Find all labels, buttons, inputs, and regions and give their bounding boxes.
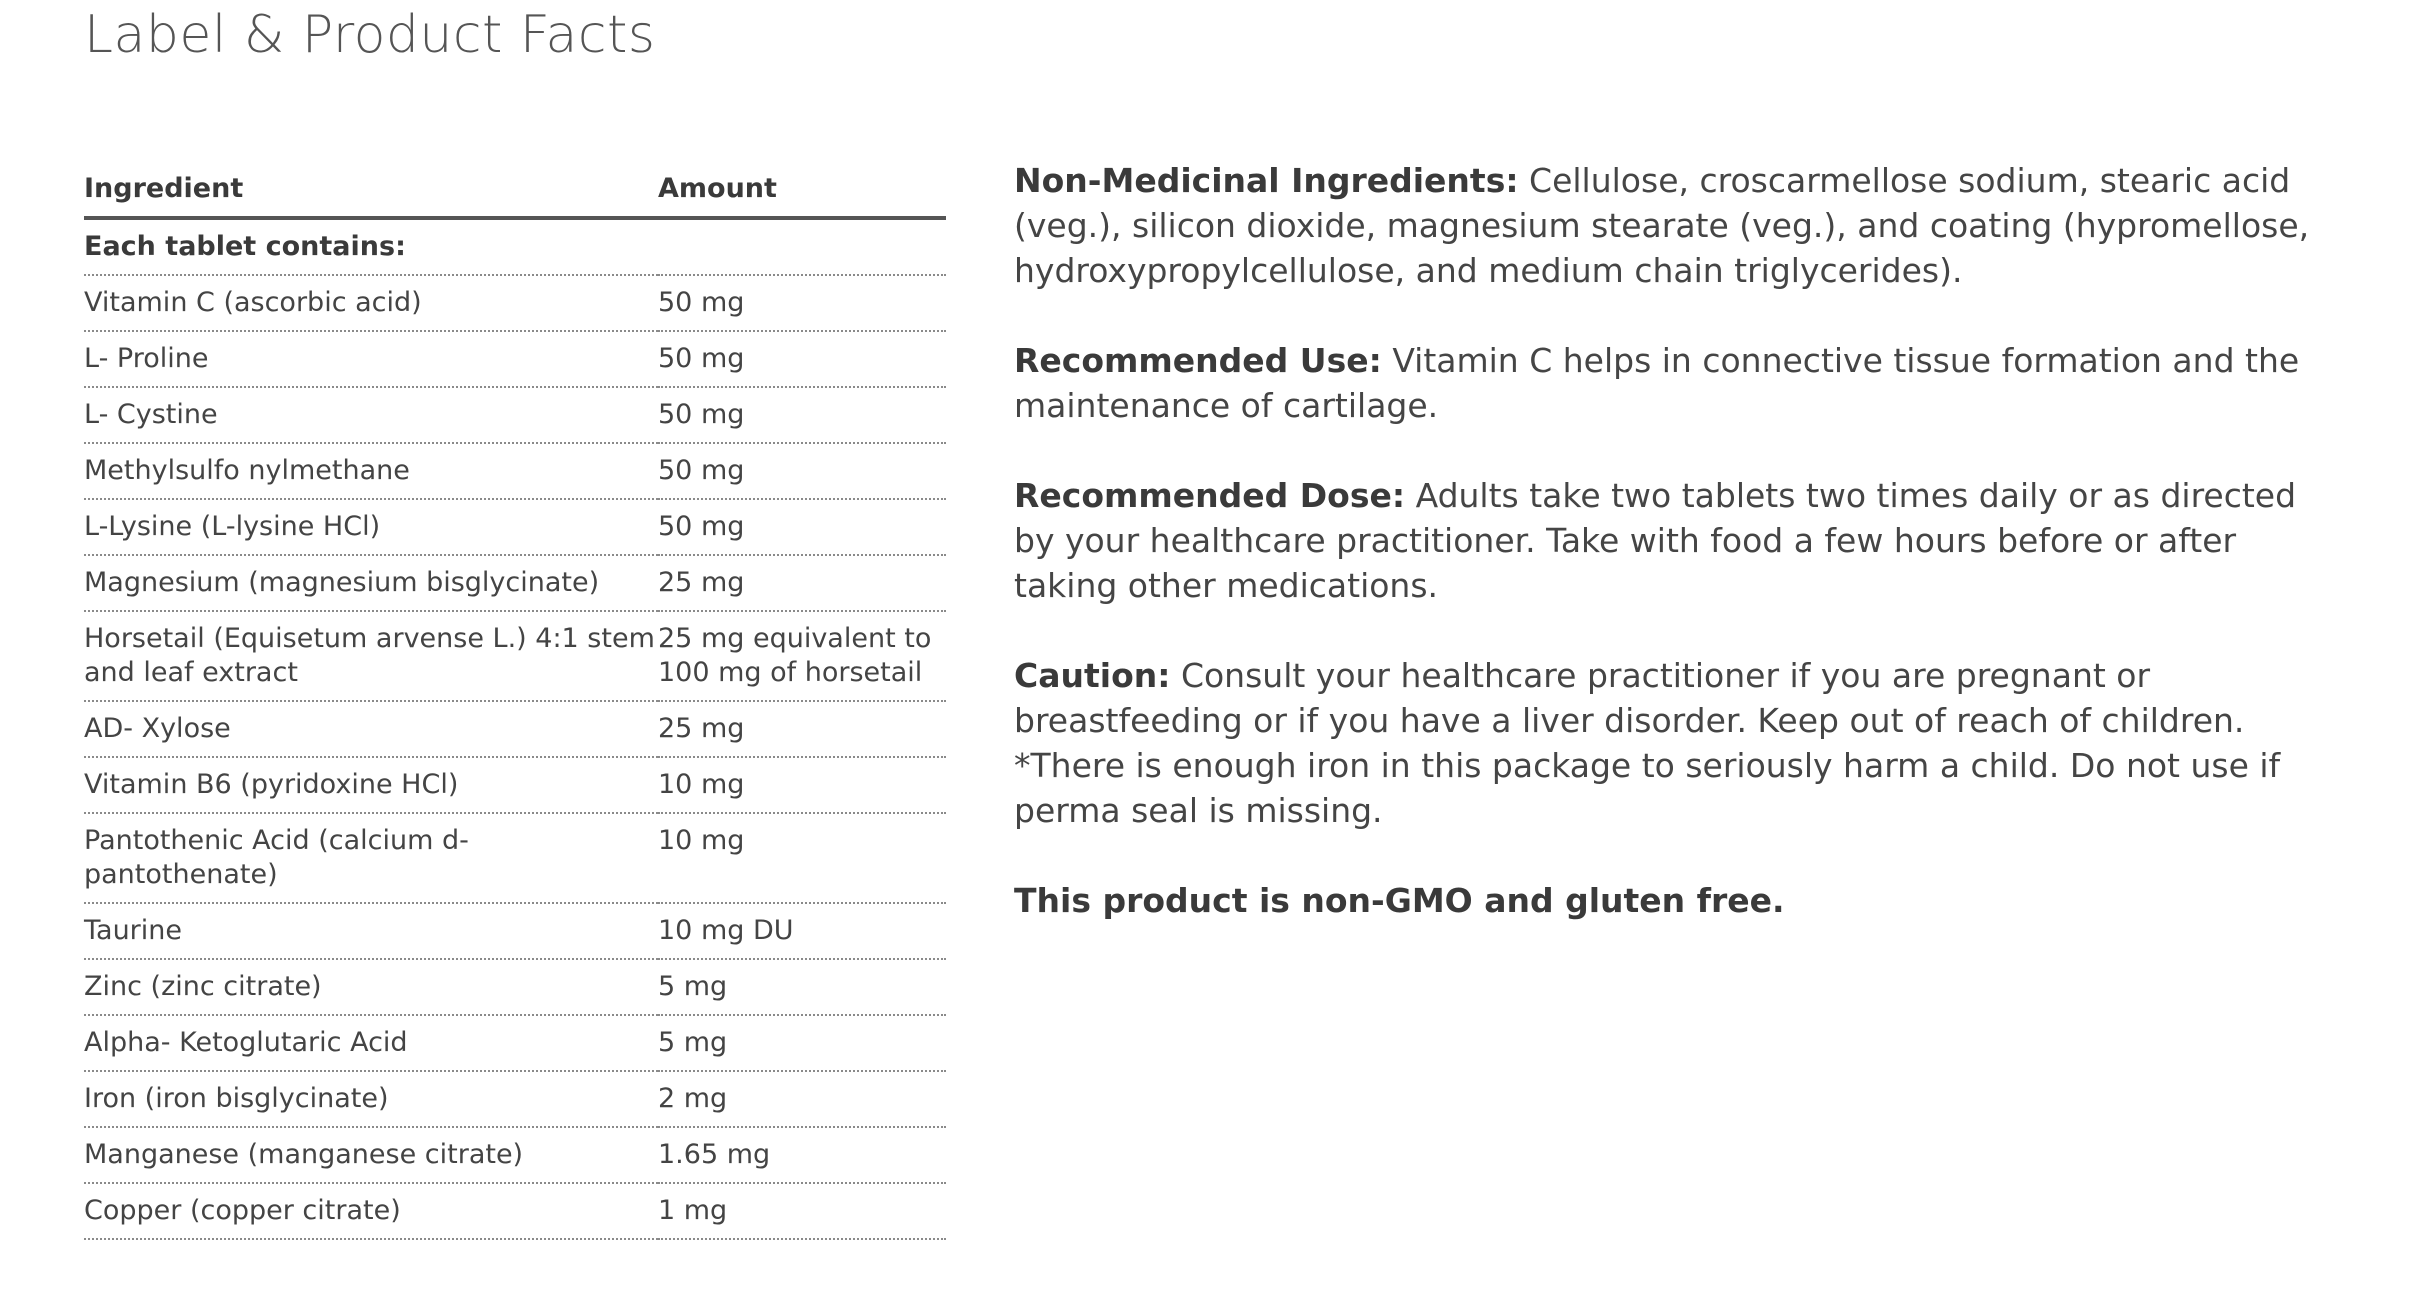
ingredient-amount: 50 mg bbox=[658, 499, 946, 555]
table-header-row bbox=[84, 162, 946, 218]
ingredient-name: Taurine bbox=[84, 903, 658, 959]
ingredient-name: Vitamin C (ascorbic acid) bbox=[84, 275, 658, 331]
ingredient-amount: 5 mg bbox=[658, 959, 946, 1015]
table-row bbox=[84, 1071, 946, 1127]
ingredient-name: L- Cystine bbox=[84, 387, 658, 443]
table-row bbox=[84, 757, 946, 813]
section-row bbox=[84, 218, 946, 275]
recommended-dose-text: Adults take two tablets two times daily or as directed by your healthcare practitioner. Take with food a few hours before or after taking other medications. bbox=[1014, 476, 2297, 605]
ingredient-name: AD- Xylose bbox=[84, 701, 658, 757]
caution-label: Caution: bbox=[1014, 656, 1171, 695]
ingredient-column-header: Ingredient bbox=[84, 162, 658, 218]
non-medicinal-ingredients bbox=[1014, 158, 2314, 293]
ingredient-name: Iron (iron bisglycinate) bbox=[84, 1071, 658, 1127]
table-row bbox=[84, 331, 946, 387]
amount-column-header: Amount bbox=[658, 162, 946, 218]
caution bbox=[1014, 653, 2314, 743]
ingredients-table-body bbox=[84, 218, 946, 1239]
ingredient-amount: 50 mg bbox=[658, 331, 946, 387]
page-title: Label & Product Facts bbox=[84, 5, 656, 65]
ingredient-name: Alpha- Ketoglutaric Acid bbox=[84, 1015, 658, 1071]
ingredient-name: Pantothenic Acid (calcium d-pantothenate) bbox=[84, 813, 658, 903]
ingredient-amount: 1 mg bbox=[658, 1183, 946, 1239]
table-row bbox=[84, 903, 946, 959]
ingredient-amount: 10 mg bbox=[658, 757, 946, 813]
non-medicinal-ingredients-label: Non-Medicinal Ingredients: bbox=[1014, 161, 1519, 200]
ingredient-name: Zinc (zinc citrate) bbox=[84, 959, 658, 1015]
ingredient-amount: 25 mg equivalent to 100 mg of horsetail bbox=[658, 611, 946, 701]
non-medicinal-ingredients-text: Cellulose, croscarmellose sodium, stearic acid (veg.), silicon dioxide, magnesium stearate (veg.), and coating (hypromellose, hydroxypropylcellulose, and medium chain triglycerides). bbox=[1014, 161, 2310, 290]
recommended-dose-label: Recommended Dose: bbox=[1014, 476, 1406, 515]
recommended-use-label: Recommended Use: bbox=[1014, 341, 1382, 380]
table-row bbox=[84, 555, 946, 611]
table-row bbox=[84, 275, 946, 331]
product-info-panel bbox=[1014, 158, 2314, 968]
ingredient-amount: 2 mg bbox=[658, 1071, 946, 1127]
ingredient-amount: 50 mg bbox=[658, 387, 946, 443]
table-row bbox=[84, 611, 946, 701]
recommended-use bbox=[1014, 338, 2314, 428]
table-row bbox=[84, 701, 946, 757]
ingredient-amount: 50 mg bbox=[658, 443, 946, 499]
ingredient-name: Horsetail (Equisetum arvense L.) 4:1 stem and leaf extract bbox=[84, 611, 658, 701]
section-label: Each tablet contains: bbox=[84, 218, 946, 275]
ingredients-table bbox=[84, 162, 946, 1240]
ingredient-name: Magnesium (magnesium bisglycinate) bbox=[84, 555, 658, 611]
table-row bbox=[84, 1127, 946, 1183]
ingredient-name: Manganese (manganese citrate) bbox=[84, 1127, 658, 1183]
iron-warning: *There is enough iron in this package to seriously harm a child. Do not use if perma seal is missing. bbox=[1014, 746, 2281, 830]
caution-text: Consult your healthcare practitioner if you are pregnant or breastfeeding or if you have a liver disorder. Keep out of reach of children. bbox=[1014, 656, 2245, 740]
table-row bbox=[84, 443, 946, 499]
ingredient-name: L-Lysine (L-lysine HCl) bbox=[84, 499, 658, 555]
table-row bbox=[84, 387, 946, 443]
ingredient-name: Methylsulfo nylmethane bbox=[84, 443, 658, 499]
ingredient-amount: 25 mg bbox=[658, 701, 946, 757]
gmo-statement: This product is non-GMO and gluten free. bbox=[1014, 881, 1785, 920]
ingredient-amount: 1.65 mg bbox=[658, 1127, 946, 1183]
table-row bbox=[84, 1183, 946, 1239]
table-row bbox=[84, 499, 946, 555]
ingredient-amount: 50 mg bbox=[658, 275, 946, 331]
ingredient-amount: 5 mg bbox=[658, 1015, 946, 1071]
table-row bbox=[84, 813, 946, 903]
ingredient-amount: 25 mg bbox=[658, 555, 946, 611]
ingredient-name: L- Proline bbox=[84, 331, 658, 387]
ingredient-amount: 10 mg bbox=[658, 813, 946, 903]
table-row bbox=[84, 959, 946, 1015]
ingredient-name: Vitamin B6 (pyridoxine HCl) bbox=[84, 757, 658, 813]
ingredient-amount: 10 mg DU bbox=[658, 903, 946, 959]
ingredient-name: Copper (copper citrate) bbox=[84, 1183, 658, 1239]
table-row bbox=[84, 1015, 946, 1071]
recommended-use-text: Vitamin C helps in connective tissue formation and the maintenance of cartilage. bbox=[1014, 341, 2300, 425]
recommended-dose bbox=[1014, 473, 2314, 608]
